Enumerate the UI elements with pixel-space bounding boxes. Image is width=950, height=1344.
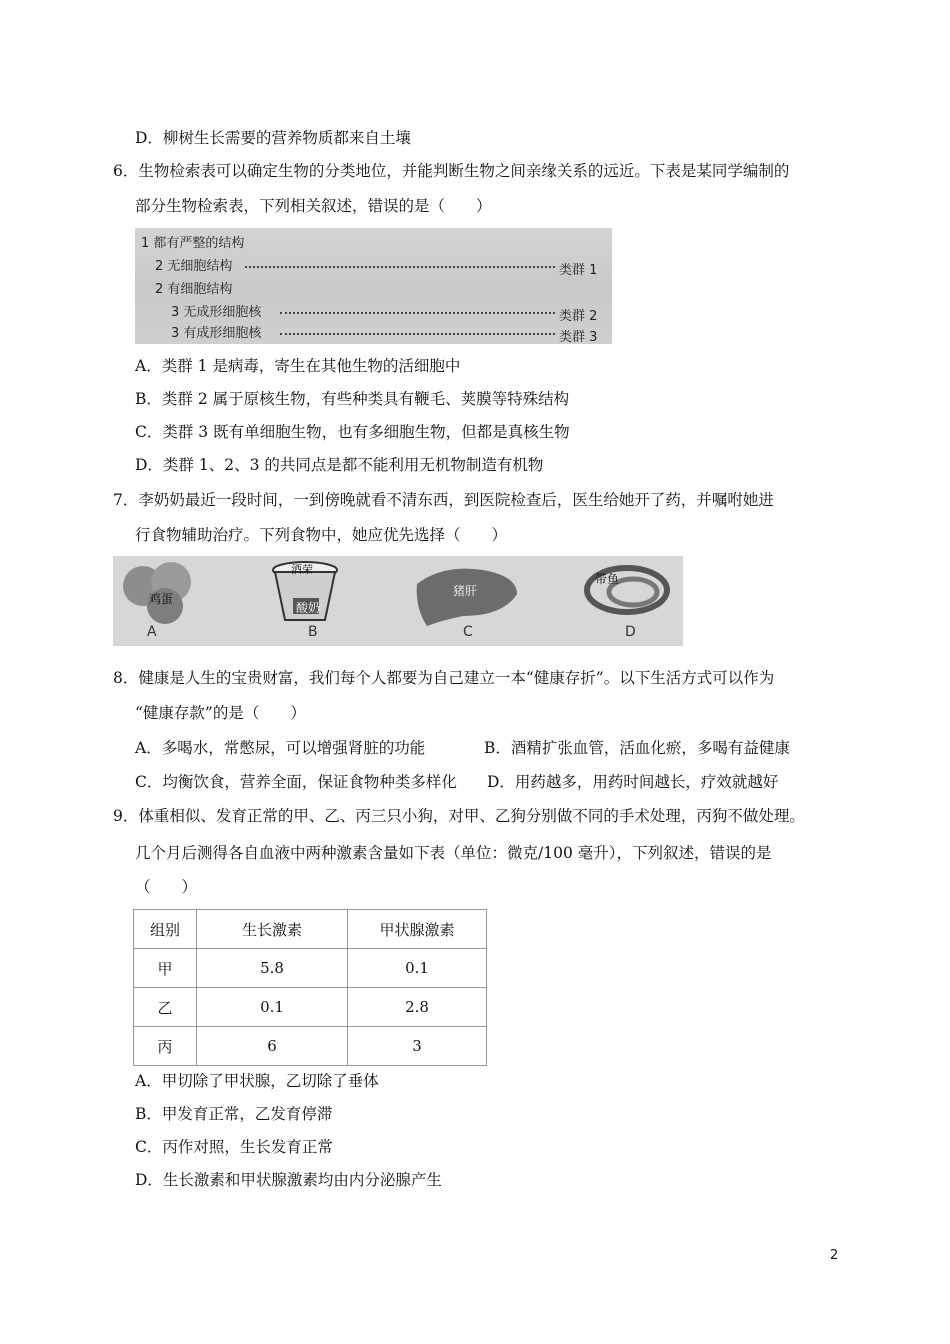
q9-option-d: D．生长激素和甲状腺激素均由内分泌腺产生 xyxy=(135,1171,442,1189)
q9-stem-line1: 9．体重相似、发育正常的甲、乙、丙三只小狗，对甲、乙狗分别做不同的手术处理，丙狗不做处理。 xyxy=(113,807,805,825)
table-cell: 乙 xyxy=(134,988,197,1027)
hormone-table xyxy=(133,909,487,1066)
q7-stem-line1: 7．李奶奶最近一段时间，一到傍晚就看不清东西，到医院检查后，医生给她开了药，并嘱咐她进 xyxy=(113,491,774,509)
food-letter-c: C xyxy=(463,624,473,640)
q8-option-b: B．酒精扩张血管，活血化瘀，多喝有益健康 xyxy=(484,739,790,757)
food-choices-image xyxy=(113,556,683,646)
food-tag-c: 猪肝 xyxy=(453,584,478,598)
q8-option-a: A．多喝水，常憋尿，可以增强肾脏的功能 xyxy=(135,739,426,757)
table-header-cell: 甲状腺激素 xyxy=(348,910,487,949)
food-tag-a: 鸡蛋 xyxy=(149,592,174,606)
q9-option-a: A．甲切除了甲状腺，乙切除了垂体 xyxy=(135,1072,379,1090)
q6-option-a: A．类群 1 是病毒，寄生在其他生物的活细胞中 xyxy=(135,357,461,375)
q7-stem-line2: 行食物辅助治疗。下列食物中，她应优先选择（ ） xyxy=(135,526,508,544)
q8-stem-line1: 8．健康是人生的宝贵财富，我们每个人都要为自己建立一本“健康存折”。以下生活方式可以作为 xyxy=(113,669,775,687)
table-cell: 3 xyxy=(348,1027,487,1066)
q6-option-c: C．类群 3 既有单细胞生物，也有多细胞生物，但都是真核生物 xyxy=(135,423,570,441)
q9-option-c: C．丙作对照，生长发育正常 xyxy=(135,1138,333,1156)
q8-stem-line2: “健康存款”的是（ ） xyxy=(135,704,306,722)
q8-option-c: C．均衡饮食，营养全面，保证食物种类多样化 xyxy=(135,773,457,791)
table-cell: 0.1 xyxy=(348,949,487,988)
key-group-3: 类群 3 xyxy=(559,330,598,345)
key-dots-2 xyxy=(280,312,555,314)
key-row-1: 1 都有严整的结构 xyxy=(141,236,245,251)
q6-option-d: D．类群 1、2、3 的共同点是都不能利用无机物制造有机物 xyxy=(135,456,544,474)
page-number: 2 xyxy=(830,1248,839,1263)
table-cell: 甲 xyxy=(134,949,197,988)
key-group-2: 类群 2 xyxy=(559,309,598,324)
key-row-4: 3 无成形细胞核 xyxy=(171,305,262,320)
food-letter-b: B xyxy=(308,624,318,640)
key-group-1: 类群 1 xyxy=(559,263,598,278)
table-header-cell: 生长激素 xyxy=(197,910,348,949)
food-letter-d: D xyxy=(625,624,636,640)
q8-option-d: D．用药越多，用药时间越长，疗效就越好 xyxy=(487,773,779,791)
yogurt-lid-text: 酒荣 xyxy=(291,563,313,576)
table-cell: 5.8 xyxy=(197,949,348,988)
food-letter-a: A xyxy=(147,624,157,640)
classification-key-image xyxy=(135,228,612,344)
q5-option-d: D．柳树生长需要的营养物质都来自土壤 xyxy=(135,129,411,147)
table-cell: 6 xyxy=(197,1027,348,1066)
q6-stem-line1: 6．生物检索表可以确定生物的分类地位，并能判断生物之间亲缘关系的远近。下表是某同学编制的 xyxy=(113,162,790,180)
q9-stem-line3: （ ） xyxy=(135,878,198,896)
q6-option-b: B．类群 2 属于原核生物，有些种类具有鞭毛、荚膜等特殊结构 xyxy=(135,390,570,408)
key-dots-3 xyxy=(280,333,555,335)
q9-option-b: B．甲发育正常，乙发育停滞 xyxy=(135,1105,333,1123)
q9-stem-line2: 几个月后测得各自血液中两种激素含量如下表（单位：微克/100 毫升），下列叙述，错误的是 xyxy=(135,844,772,862)
table-cell: 丙 xyxy=(134,1027,197,1066)
table-row xyxy=(134,949,487,988)
food-tag-b: 酸奶 xyxy=(296,601,321,615)
key-row-2: 2 无细胞结构 xyxy=(155,259,233,274)
table-row xyxy=(134,1027,487,1066)
food-tag-d: 带鱼 xyxy=(595,572,620,586)
q6-stem-line2: 部分生物检索表，下列相关叙述，错误的是（ ） xyxy=(135,197,492,215)
table-header-row xyxy=(134,910,487,949)
key-row-5: 3 有成形细胞核 xyxy=(171,326,262,341)
key-row-3: 2 有细胞结构 xyxy=(155,282,233,297)
key-dots-1 xyxy=(245,266,555,268)
table-cell: 0.1 xyxy=(197,988,348,1027)
table-header-cell: 组别 xyxy=(134,910,197,949)
table-cell: 2.8 xyxy=(348,988,487,1027)
table-row xyxy=(134,988,487,1027)
